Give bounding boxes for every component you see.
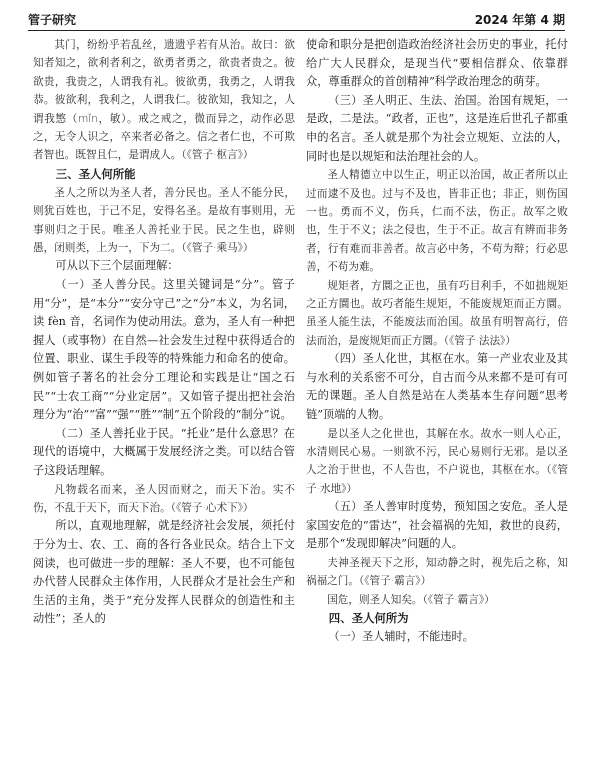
quotation: 其门，纷纷乎若乱丝，遗遗乎若有从治。故曰：欲知者知之，欲利者利之，欲勇者勇之，欲贵者贵之。彼欲贵，我贵之，人谓我有礼。彼欲勇，我勇之，人谓我恭。彼欲利，我利之，人谓我仁。彼欲知，我知之，人谓我慜（mǐn，敏）。戒之戒之，微而异之，动作必思之，无令人识之，卒来者必备之。信之者仁也，不可欺者智也。既智且仁，是谓成人。（《管子·枢言》） bbox=[33, 39, 295, 162]
section-heading: 四、圣人何所为 bbox=[328, 611, 409, 626]
paragraph: （五）圣人善审时度势，预知国之安危。圣人是家国安危的“雷达”，社会福祸的先知，救世的良药，是那个“发现即解决”问题的人。 bbox=[306, 500, 568, 551]
paragraph: （二）圣人善托业于民。“托业”是什么意思？在现代的语境中，大概属于发展经济之类。可以结合管子这段话理解。 bbox=[33, 426, 295, 477]
issue-number: 2024 年第 4 期 bbox=[474, 12, 565, 27]
section-heading: 三、圣人何所能 bbox=[55, 166, 136, 181]
quotation: 圣人精德立中以生正，明正以治国，故正者所以止过而逮不及也。过与不及也，皆非正也；非正，则伤国一也。勇而不义，伤兵，仁而不法，伤正。故军之败也，生于不义；法之侵也，生于不正。故言有辨而非务者，行有难而非善者。故言必中务，不苟为辩；行必思善，不苟为难。 bbox=[306, 169, 568, 274]
page-header bbox=[28, 8, 565, 30]
header-rule bbox=[28, 30, 565, 31]
paragraph: 使命和职分是把创造政治经济社会历史的事业，托付给广大人民群众，是现当代“要相信群众、依靠群众，尊重群众的首创精神”科学政治理念的萌芽。 bbox=[306, 38, 568, 89]
right-column bbox=[306, 36, 568, 647]
quotation: 圣人之所以为圣人者，善分民也。圣人不能分民，则犹百姓也，于己不足，安得名圣。是故有事则用，无事则归之于民。唯圣人善托业于民。民之生也，辟则愚，闭则类，上为一，下为二。（《管子·乘马》） bbox=[33, 186, 295, 255]
quotation: 夫神圣视天下之形，知动静之时，视先后之称，知祸福之门。（《管子·霸言》） bbox=[306, 557, 568, 588]
left-column bbox=[33, 36, 295, 629]
paragraph: （四）圣人化世，其枢在水。第一产业农业及其与水利的关系密不可分，自古而今从来都不是可有可无的课题。圣人自然是站在人类基本生存问题“思考链”顶端的人物。 bbox=[306, 352, 568, 421]
paragraph: （一）圣人善分民。这里关键词是“分”。管子用“分”，是“本分”“安分守己”之“分”本义，为名词，读 fèn 音，名词作为使动用法。意为，圣人有一种把握人（或事物）在自然—社会发生过程中获得适合的位置、职业、谋生手段等的特殊能力和命名的使命。例如管子著名的社会分工理论和实践是让“国之石民”“士农工商”“分业定居”。又如管子提出把社会治理分为“治”“富”“强”“胜”“制”五个阶段的“制分”说。 bbox=[33, 278, 295, 422]
quotation: 是以圣人之化世也，其解在水。故水一则人心正，水清则民心易。一则欲不污，民心易则行无邪。是以圣人之治于世也，不人告也，不户说也，其枢在水。（《管子·水地》） bbox=[306, 427, 568, 495]
quotation: 凡物载名而来，圣人因而财之，而天下治。实不伤，不乱于天下，而天下治。（《管子·心术下》） bbox=[33, 483, 295, 514]
paragraph: （一）圣人辅时，不能违时。 bbox=[328, 630, 474, 644]
paragraph: 所以，直观地理解，就是经济社会发展，须托付于分为士、农、工、商的各行各业民众。结合上下文阅读，也可做进一步的理解：圣人不要，也不可能包办代替人民群众主体作用，人民群众才是社会生产和生活的主角，类于“充分发挥人民群众的创造性和主动性”；圣人的 bbox=[33, 519, 295, 626]
paragraph: （三）圣人明正、生法、治国。治国有规矩，一是政，二是法。“政者，正也”，这是连后世孔子都重申的名言。圣人就是那个为社会立规矩、立法的人，同时也是以规矩和法治理社会的人。 bbox=[306, 93, 568, 163]
paragraph: 可从以下三个层面理解： bbox=[55, 259, 179, 273]
quotation: 规矩者，方圜之正也，虽有巧目利手，不如拙规矩之正方圜也。故巧者能生规矩，不能废规矩而正方圜。虽圣人能生法，不能废法而治国。故虽有明智高行，倍法而治，是废规矩而正方圜。（《管子·法法》） bbox=[306, 279, 568, 347]
journal-title: 管子研究 bbox=[28, 12, 77, 27]
quotation: 国危，则圣人知矣。（《管子·霸言》） bbox=[327, 593, 495, 606]
